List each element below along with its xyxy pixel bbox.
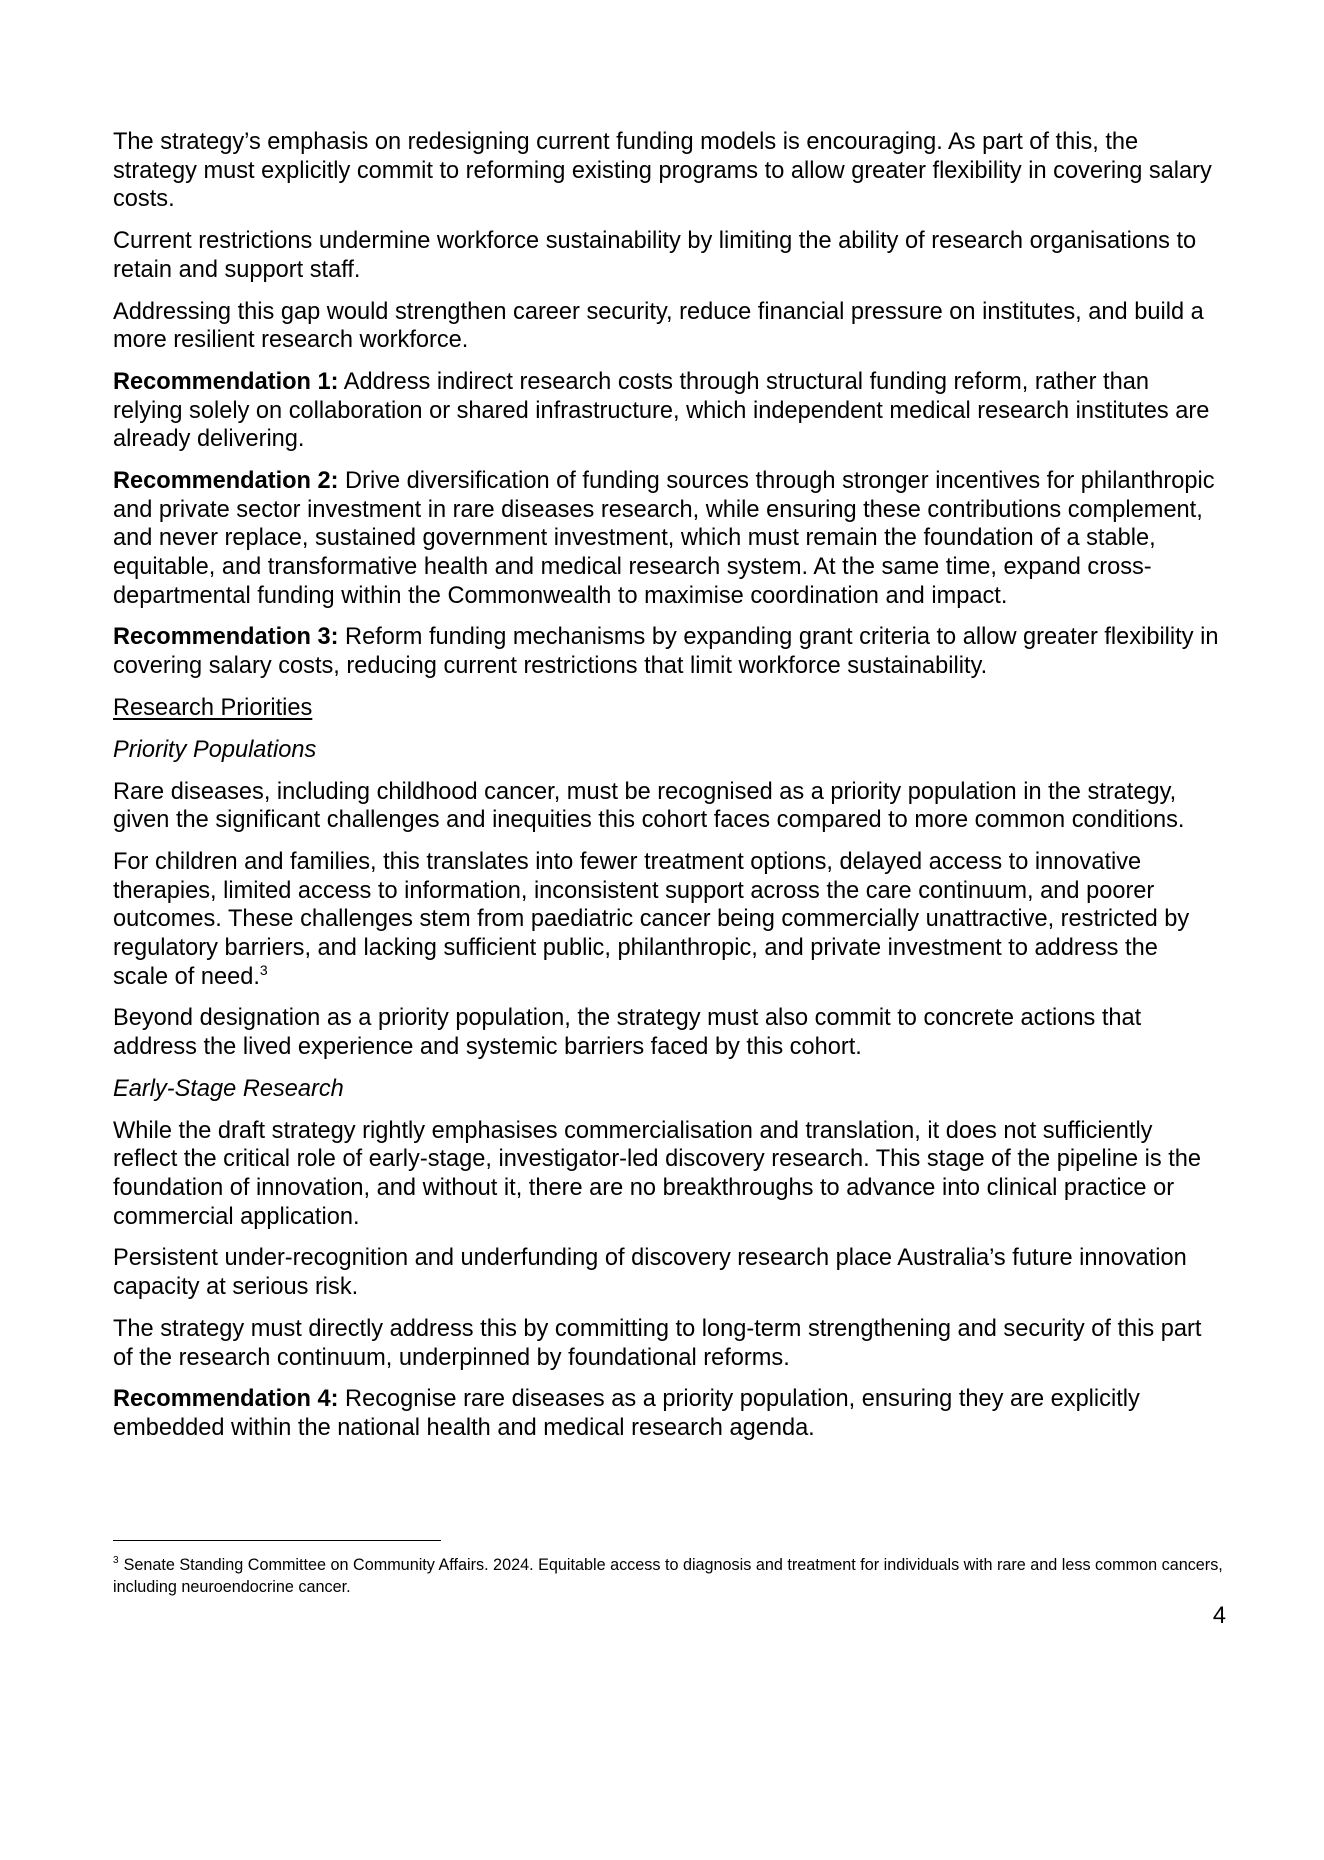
paragraph-text: For children and families, this translates into fewer treatment options, delayed access to innovative therapies, limited access to information, inconsistent support across the care continuum, and poorer outcomes. These challenges stem from paediatric cancer being commercially unattractive, restricted by regulatory barriers, and lacking sufficient public, philanthropic, and private investment to address the scale of need. bbox=[113, 849, 1190, 990]
paragraph-addressing-gap: Addressing this gap would strengthen career security, reduce financial pressure on institutes, and build a more resilient research workforce. bbox=[113, 298, 1204, 354]
recommendation-text: Reform funding mechanisms by expanding grant criteria to allow greater flexibility in covering salary costs, reducing current restrictions that limit workforce sustainability. bbox=[113, 624, 1219, 679]
subheading-priority-populations: Priority Populations bbox=[113, 736, 317, 763]
recommendation-label: Recommendation 1: bbox=[113, 369, 339, 396]
recommendation-2 bbox=[113, 467, 1219, 610]
recommendation-label: Recommendation 2: bbox=[113, 468, 339, 495]
paragraph-current-restrictions: Current restrictions undermine workforce sustainability by limiting the ability of research organisations to retain and support staff. bbox=[113, 228, 1197, 283]
subheading-early-stage-research: Early-Stage Research bbox=[113, 1075, 344, 1102]
paragraph-directly-address: The strategy must directly address this by committing to long-term strengthening and security of this part of the research continuum, underpinned by foundational reforms. bbox=[113, 1315, 1202, 1371]
paragraph-beyond-designation: Beyond designation as a priority population, the strategy must also commit to concrete actions that address the lived experience and systemic barriers faced by this cohort. bbox=[113, 1005, 1142, 1060]
recommendation-label: Recommendation 4: bbox=[113, 1386, 339, 1413]
paragraph-children-families bbox=[113, 848, 1219, 991]
footnote-reference[interactable]: 3 bbox=[259, 961, 268, 978]
footnote-number: 3 bbox=[113, 1555, 119, 1566]
paragraph-draft-strategy: While the draft strategy rightly emphasises commercialisation and translation, it does not sufficiently reflect the critical role of early-stage, investigator-led discovery research. This stage of the pipeline is the foundation of innovation, and without it, there are no breakthroughs to advance into clinical practice or commercial application. bbox=[113, 1117, 1202, 1230]
page-number: 4 bbox=[1212, 1603, 1226, 1629]
page-body bbox=[113, 128, 1219, 1456]
recommendation-text: Recognise rare diseases as a priority population, ensuring they are explicitly embedded within the national health and medical research agenda. bbox=[113, 1386, 1140, 1442]
recommendation-3 bbox=[113, 623, 1219, 680]
paragraph-rare-diseases: Rare diseases, including childhood cancer, must be recognised as a priority population in the strategy, given the significant challenges and inequities this cohort faces compared to more common conditions. bbox=[113, 778, 1185, 834]
paragraph-funding-models: The strategy’s emphasis on redesigning current funding models is encouraging. As part of this, the strategy must explicitly commit to reforming existing programs to allow greater flexibility in covering salary costs. bbox=[113, 129, 1212, 213]
footnote bbox=[113, 1555, 1223, 1598]
recommendation-text: Address indirect research costs through structural funding reform, rather than relying solely on collaboration or shared infrastructure, which independent medical research institutes are already delivering. bbox=[113, 369, 1210, 453]
recommendation-text: Drive diversification of funding sources through stronger incentives for philanthropic and private sector investment in rare diseases research, while ensuring these contributions complement, and never replace, sustained government investment, which must remain the foundation of a stable, equitable, and transformative health and medical research system. At the same time, expand cross-departmental funding within the Commonwealth to maximise coordination and impact. bbox=[113, 468, 1215, 609]
section-heading-research-priorities bbox=[113, 694, 1219, 723]
paragraph-under-recognition: Persistent under-recognition and underfunding of discovery research place Australia’s future innovation capacity at serious risk. bbox=[113, 1245, 1187, 1301]
section-heading-text: Research Priorities bbox=[113, 694, 313, 721]
recommendation-label: Recommendation 3: bbox=[113, 624, 339, 651]
recommendation-1 bbox=[113, 368, 1219, 454]
footnote-text: Senate Standing Committee on Community Affairs. 2024. Equitable access to diagnosis and treatment for individuals with rare and less common cancers, including neuroendocrine cancer. bbox=[113, 1556, 1223, 1596]
recommendation-4 bbox=[113, 1385, 1219, 1442]
footnote-separator bbox=[113, 1540, 441, 1541]
